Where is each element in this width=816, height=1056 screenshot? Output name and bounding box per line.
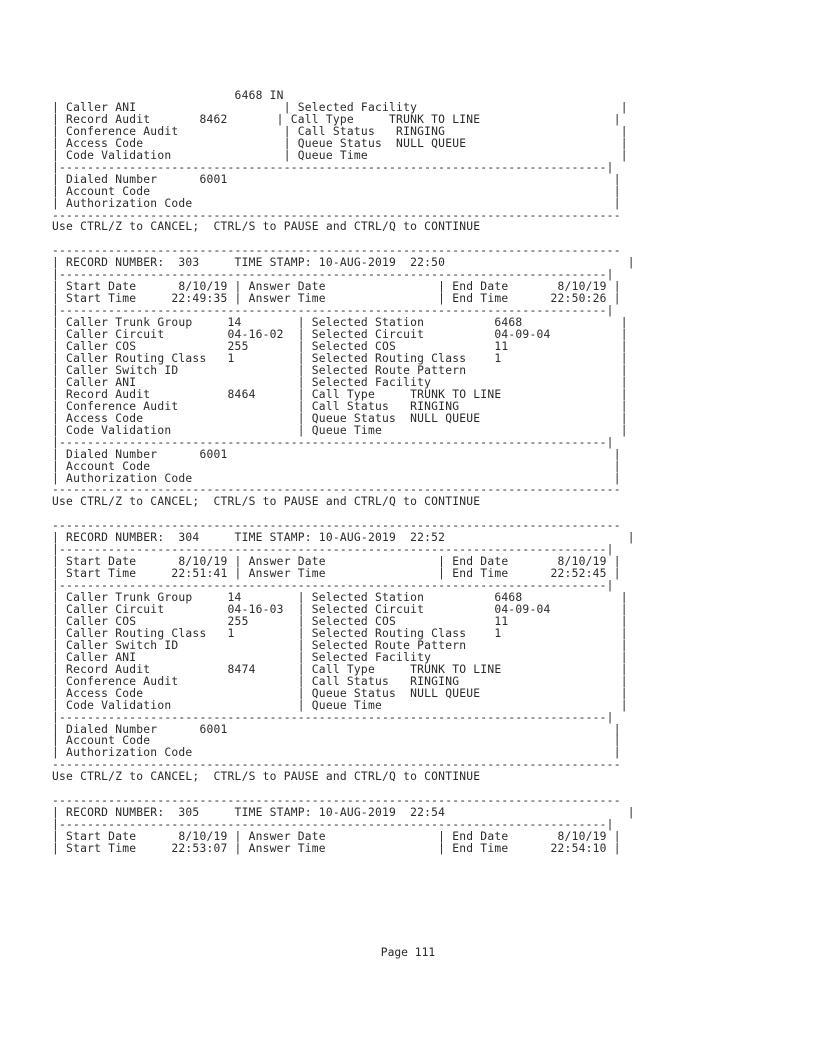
log-line: | Authorization Code | <box>52 196 621 210</box>
log-line: --------------------------------------------------------------------------------- <box>52 208 621 222</box>
log-line: | Caller Circuit 04-16-02 | Selected Circuit 04-09-04 | <box>52 328 628 342</box>
log-line: | Caller ANI | Selected Facility | <box>52 100 628 114</box>
log-line: | Caller ANI | Selected Facility | <box>52 650 628 664</box>
log-line: | Authorization Code | <box>52 471 621 485</box>
log-line: |------------------------------------------------------------------------------| <box>52 435 614 449</box>
log-line: --------------------------------------------------------------------------------- <box>52 794 621 808</box>
log-line: |------------------------------------------------------------------------------| <box>52 579 614 593</box>
log-line: | Start Time 22:51:41 | Answer Time | End Time 22:52:45 | <box>52 567 621 581</box>
log-line: |------------------------------------------------------------------------------| <box>52 710 614 724</box>
log-line: | Access Code | Queue Status NULL QUEUE | <box>52 686 628 700</box>
log-line: | RECORD NUMBER: 303 TIME STAMP: 10-AUG-2019 22:50 | <box>52 256 635 270</box>
log-line: | Start Time 22:53:07 | Answer Time | End Time 22:54:10 | <box>52 842 621 856</box>
log-line: | Record Audit 8462 | Call Type TRUNK TO LINE | <box>52 112 621 126</box>
log-line: |------------------------------------------------------------------------------| <box>52 304 614 318</box>
log-line: | Account Code | <box>52 459 621 473</box>
log-line: | Account Code | <box>52 184 621 198</box>
log-line: | Authorization Code | <box>52 746 621 760</box>
log-line: | Code Validation | Queue Time | <box>52 423 628 437</box>
log-line: | Start Time 22:49:35 | Answer Time | End Time 22:50:26 | <box>52 292 621 306</box>
log-line: | Caller Trunk Group 14 | Selected Station 6468 | <box>52 591 628 605</box>
log-line: | Dialed Number 6001 | <box>52 172 621 186</box>
terminal-log-text <box>52 90 635 855</box>
log-line: Use CTRL/Z to CANCEL; CTRL/S to PAUSE and CTRL/Q to CONTINUE <box>52 770 481 784</box>
log-line: | Caller Switch ID | Selected Route Pattern | <box>52 638 628 652</box>
log-line: | Access Code | Queue Status NULL QUEUE | <box>52 136 628 150</box>
log-line: | Record Audit 8474 | Call Type TRUNK TO LINE | <box>52 662 628 676</box>
log-line: | Conference Audit | Call Status RINGING | <box>52 399 628 413</box>
log-line: | Caller Circuit 04-16-03 | Selected Circuit 04-09-04 | <box>52 602 628 616</box>
log-line: | Caller Trunk Group 14 | Selected Station 6468 | <box>52 316 628 330</box>
log-line: | Dialed Number 6001 | <box>52 447 621 461</box>
log-line: Use CTRL/Z to CANCEL; CTRL/S to PAUSE and CTRL/Q to CONTINUE <box>52 495 481 509</box>
log-line: | Caller COS 255 | Selected COS 11 | <box>52 340 628 354</box>
log-line: | Code Validation | Queue Time | <box>52 148 628 162</box>
log-line: | Start Date 8/10/19 | Answer Date | End Date 8/10/19 | <box>52 830 621 844</box>
log-line: | Account Code | <box>52 734 621 748</box>
page-number: Page 111 <box>380 946 436 959</box>
log-line: --------------------------------------------------------------------------------- <box>52 519 621 533</box>
log-line: | Caller Routing Class 1 | Selected Routing Class 1 | <box>52 626 628 640</box>
log-line: | Conference Audit | Call Status RINGING | <box>52 124 628 138</box>
log-line: | Record Audit 8464 | Call Type TRUNK TO LINE | <box>52 387 628 401</box>
log-line: |------------------------------------------------------------------------------| <box>52 818 614 832</box>
log-line: | Caller Routing Class 1 | Selected Routing Class 1 | <box>52 351 628 365</box>
log-line: | RECORD NUMBER: 305 TIME STAMP: 10-AUG-2019 22:54 | <box>52 806 635 820</box>
log-line: |------------------------------------------------------------------------------| <box>52 268 614 282</box>
log-line: | Start Date 8/10/19 | Answer Date | End Date 8/10/19 | <box>52 555 621 569</box>
log-line: | Access Code | Queue Status NULL QUEUE | <box>52 411 628 425</box>
log-line: --------------------------------------------------------------------------------- <box>52 244 621 258</box>
log-line: |------------------------------------------------------------------------------| <box>52 543 614 557</box>
log-line: |------------------------------------------------------------------------------| <box>52 160 614 174</box>
log-line: Use CTRL/Z to CANCEL; CTRL/S to PAUSE and CTRL/Q to CONTINUE <box>52 220 481 234</box>
log-line: --------------------------------------------------------------------------------- <box>52 483 621 497</box>
log-line: --------------------------------------------------------------------------------- <box>52 758 621 772</box>
log-line: | Conference Audit | Call Status RINGING | <box>52 674 628 688</box>
log-line: | Caller COS 255 | Selected COS 11 | <box>52 614 628 628</box>
log-line: | Caller ANI | Selected Facility | <box>52 375 628 389</box>
log-line: | RECORD NUMBER: 304 TIME STAMP: 10-AUG-2019 22:52 | <box>52 531 635 545</box>
log-line: | Dialed Number 6001 | <box>52 722 621 736</box>
log-line: 6468 IN <box>52 89 284 102</box>
log-line: | Start Date 8/10/19 | Answer Date | End Date 8/10/19 | <box>52 280 621 294</box>
log-line: | Code Validation | Queue Time | <box>52 698 628 712</box>
log-line: | Caller Switch ID | Selected Route Pattern | <box>52 363 628 377</box>
